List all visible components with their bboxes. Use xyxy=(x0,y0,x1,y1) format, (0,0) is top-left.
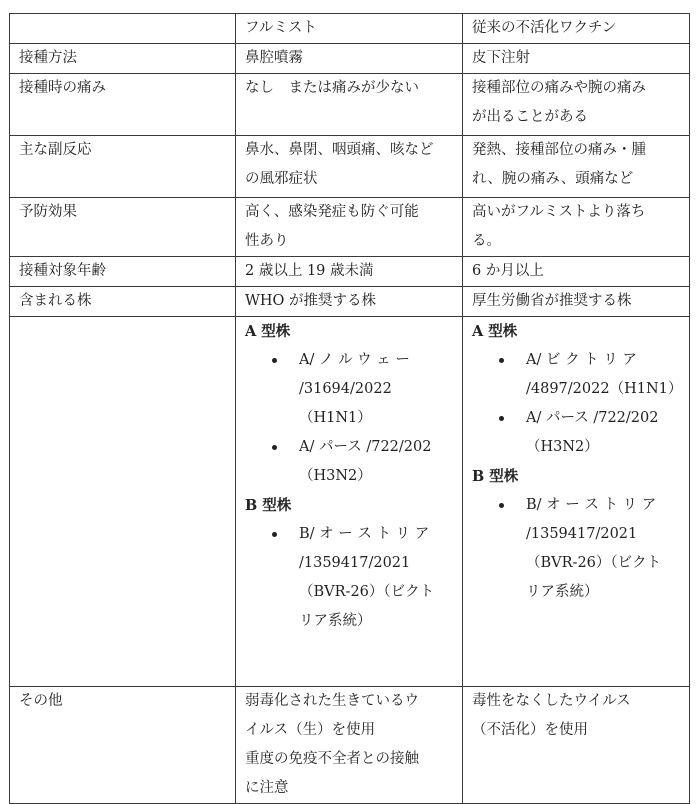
conventional-cell xyxy=(463,74,690,136)
strain-type-heading: A 型株 xyxy=(472,323,518,340)
conventional-strains-cell xyxy=(463,317,690,687)
cell-text-line: 高いがフルミストより落ち xyxy=(472,204,646,220)
conventional-cell xyxy=(463,136,690,198)
strain-text-line: /4897/2022（H1N1） xyxy=(526,381,683,397)
row-label: 接種方法 xyxy=(19,50,77,66)
cell-text-line: 2 歳以上 19 歳未満 xyxy=(245,263,374,279)
strain-list-item xyxy=(299,346,458,433)
table-row xyxy=(10,44,690,74)
header-cell-empty xyxy=(10,14,236,44)
strain-text-line: A/ パース /722/202 xyxy=(526,410,659,426)
strain-list xyxy=(472,491,685,607)
cell-text-line: 鼻水、鼻閉、咽頭痛、咳など xyxy=(245,142,434,158)
cell-text-line: 鼻腔噴霧 xyxy=(245,50,303,66)
flumist-strains-cell xyxy=(236,317,463,687)
row-label-cell xyxy=(10,287,236,317)
table-row-other xyxy=(10,687,690,804)
strain-text-line: （BVR-26）（ビクト xyxy=(299,584,435,600)
conventional-cell xyxy=(463,287,690,317)
cell-spacer xyxy=(245,636,458,686)
strain-list xyxy=(245,520,458,636)
row-label: 接種時の痛み xyxy=(19,80,106,96)
row-label-cell xyxy=(10,257,236,287)
cell-text-line: 高く、感染発症も防ぐ可能 xyxy=(245,204,419,220)
table-row xyxy=(10,136,690,198)
strain-text-line: /31694/2022 xyxy=(299,381,392,397)
strain-list xyxy=(245,346,458,491)
cell-text-line: れ、腕の痛み、頭痛など xyxy=(472,171,634,187)
row-label-cell xyxy=(10,317,236,687)
strain-text-line: （BVR-26）（ビクト xyxy=(526,555,662,571)
table-row xyxy=(10,198,690,257)
strain-type-heading: B 型株 xyxy=(472,468,519,485)
row-label: その他 xyxy=(19,693,63,709)
strain-text-line: A/ パース /722/202 xyxy=(299,439,432,455)
strain-list-item xyxy=(299,433,458,491)
cell-text-line: イルス（生）を使用 xyxy=(245,722,376,738)
row-label-cell xyxy=(10,687,236,804)
conventional-cell xyxy=(463,687,690,804)
cell-text-line: の風邪症状 xyxy=(245,171,318,187)
cell-text-line: 発熱、接種部位の痛み・腫 xyxy=(472,142,646,158)
conventional-cell xyxy=(463,198,690,257)
flumist-cell xyxy=(236,198,463,257)
row-label-cell xyxy=(10,136,236,198)
strain-list-item xyxy=(299,520,458,636)
conventional-cell xyxy=(463,257,690,287)
flumist-cell xyxy=(236,687,463,804)
strain-type-heading: B 型株 xyxy=(245,497,292,514)
strain-list-item xyxy=(526,346,685,404)
cell-text-line: が出ることがある xyxy=(472,109,588,125)
strain-text-line: B/ オ ー ス ト リ ア xyxy=(526,497,657,513)
strain-text-line: /1359417/2021 xyxy=(299,555,411,571)
strain-text-line: A/ ビ ク ト リ ア xyxy=(526,352,637,368)
strain-list-item xyxy=(526,491,685,607)
strain-text-line: リア系統） xyxy=(299,613,372,629)
strain-text-line: リア系統） xyxy=(526,584,599,600)
cell-text-line: 6 か月以上 xyxy=(472,263,544,279)
cell-text-line: 皮下注射 xyxy=(472,50,530,66)
header-cell-conventional: 従来の不活化ワクチン xyxy=(463,14,690,44)
row-label: 予防効果 xyxy=(19,204,77,220)
flumist-cell xyxy=(236,136,463,198)
conventional-cell xyxy=(463,44,690,74)
strain-text-line: A/ ノ ル ウ ェ ー xyxy=(299,352,410,368)
strain-text-line: （H3N2） xyxy=(299,468,372,484)
cell-text-line: なし または痛みが少ない xyxy=(245,80,419,96)
table-row xyxy=(10,257,690,287)
comparison-table xyxy=(9,13,690,804)
header-row xyxy=(10,14,690,44)
table-row xyxy=(10,287,690,317)
row-label: 含まれる株 xyxy=(19,293,92,309)
flumist-cell xyxy=(236,257,463,287)
row-label: 接種対象年齢 xyxy=(19,263,106,279)
strain-list-item xyxy=(526,404,685,462)
cell-text-line: る。 xyxy=(472,233,501,249)
cell-text-line: 重度の免疫不全者との接触 xyxy=(245,751,419,767)
row-label-cell xyxy=(10,74,236,136)
flumist-cell xyxy=(236,74,463,136)
cell-text-line: 性あり xyxy=(245,233,289,249)
cell-text-line: 毒性をなくしたウイルス xyxy=(472,693,631,709)
cell-text-line: 厚生労働省が推奨する株 xyxy=(472,293,632,309)
strain-text-line: （H3N2） xyxy=(526,439,599,455)
cell-text-line: WHO が推奨する株 xyxy=(245,293,377,309)
flumist-cell xyxy=(236,287,463,317)
cell-text-line: （不活化）を使用 xyxy=(472,722,588,738)
strain-list xyxy=(472,346,685,462)
row-label: 主な副反応 xyxy=(19,142,92,158)
strain-text-line: （H1N1） xyxy=(299,410,372,426)
cell-text-line: 接種部位の痛みや腕の痛み xyxy=(472,80,646,96)
flumist-cell xyxy=(236,44,463,74)
comparison-table-body xyxy=(10,14,690,804)
table-row xyxy=(10,74,690,136)
cell-text-line: に注意 xyxy=(245,780,289,796)
strain-text-line: B/ オ ー ス ト リ ア xyxy=(299,526,430,542)
strain-type-heading: A 型株 xyxy=(245,323,291,340)
row-label-cell xyxy=(10,44,236,74)
header-cell-flumist: フルミスト xyxy=(236,14,463,44)
strains-detail-row xyxy=(10,317,690,687)
cell-text-line: 弱毒化された生きているウ xyxy=(245,693,419,709)
row-label-cell xyxy=(10,198,236,257)
strain-text-line: /1359417/2021 xyxy=(526,526,638,542)
